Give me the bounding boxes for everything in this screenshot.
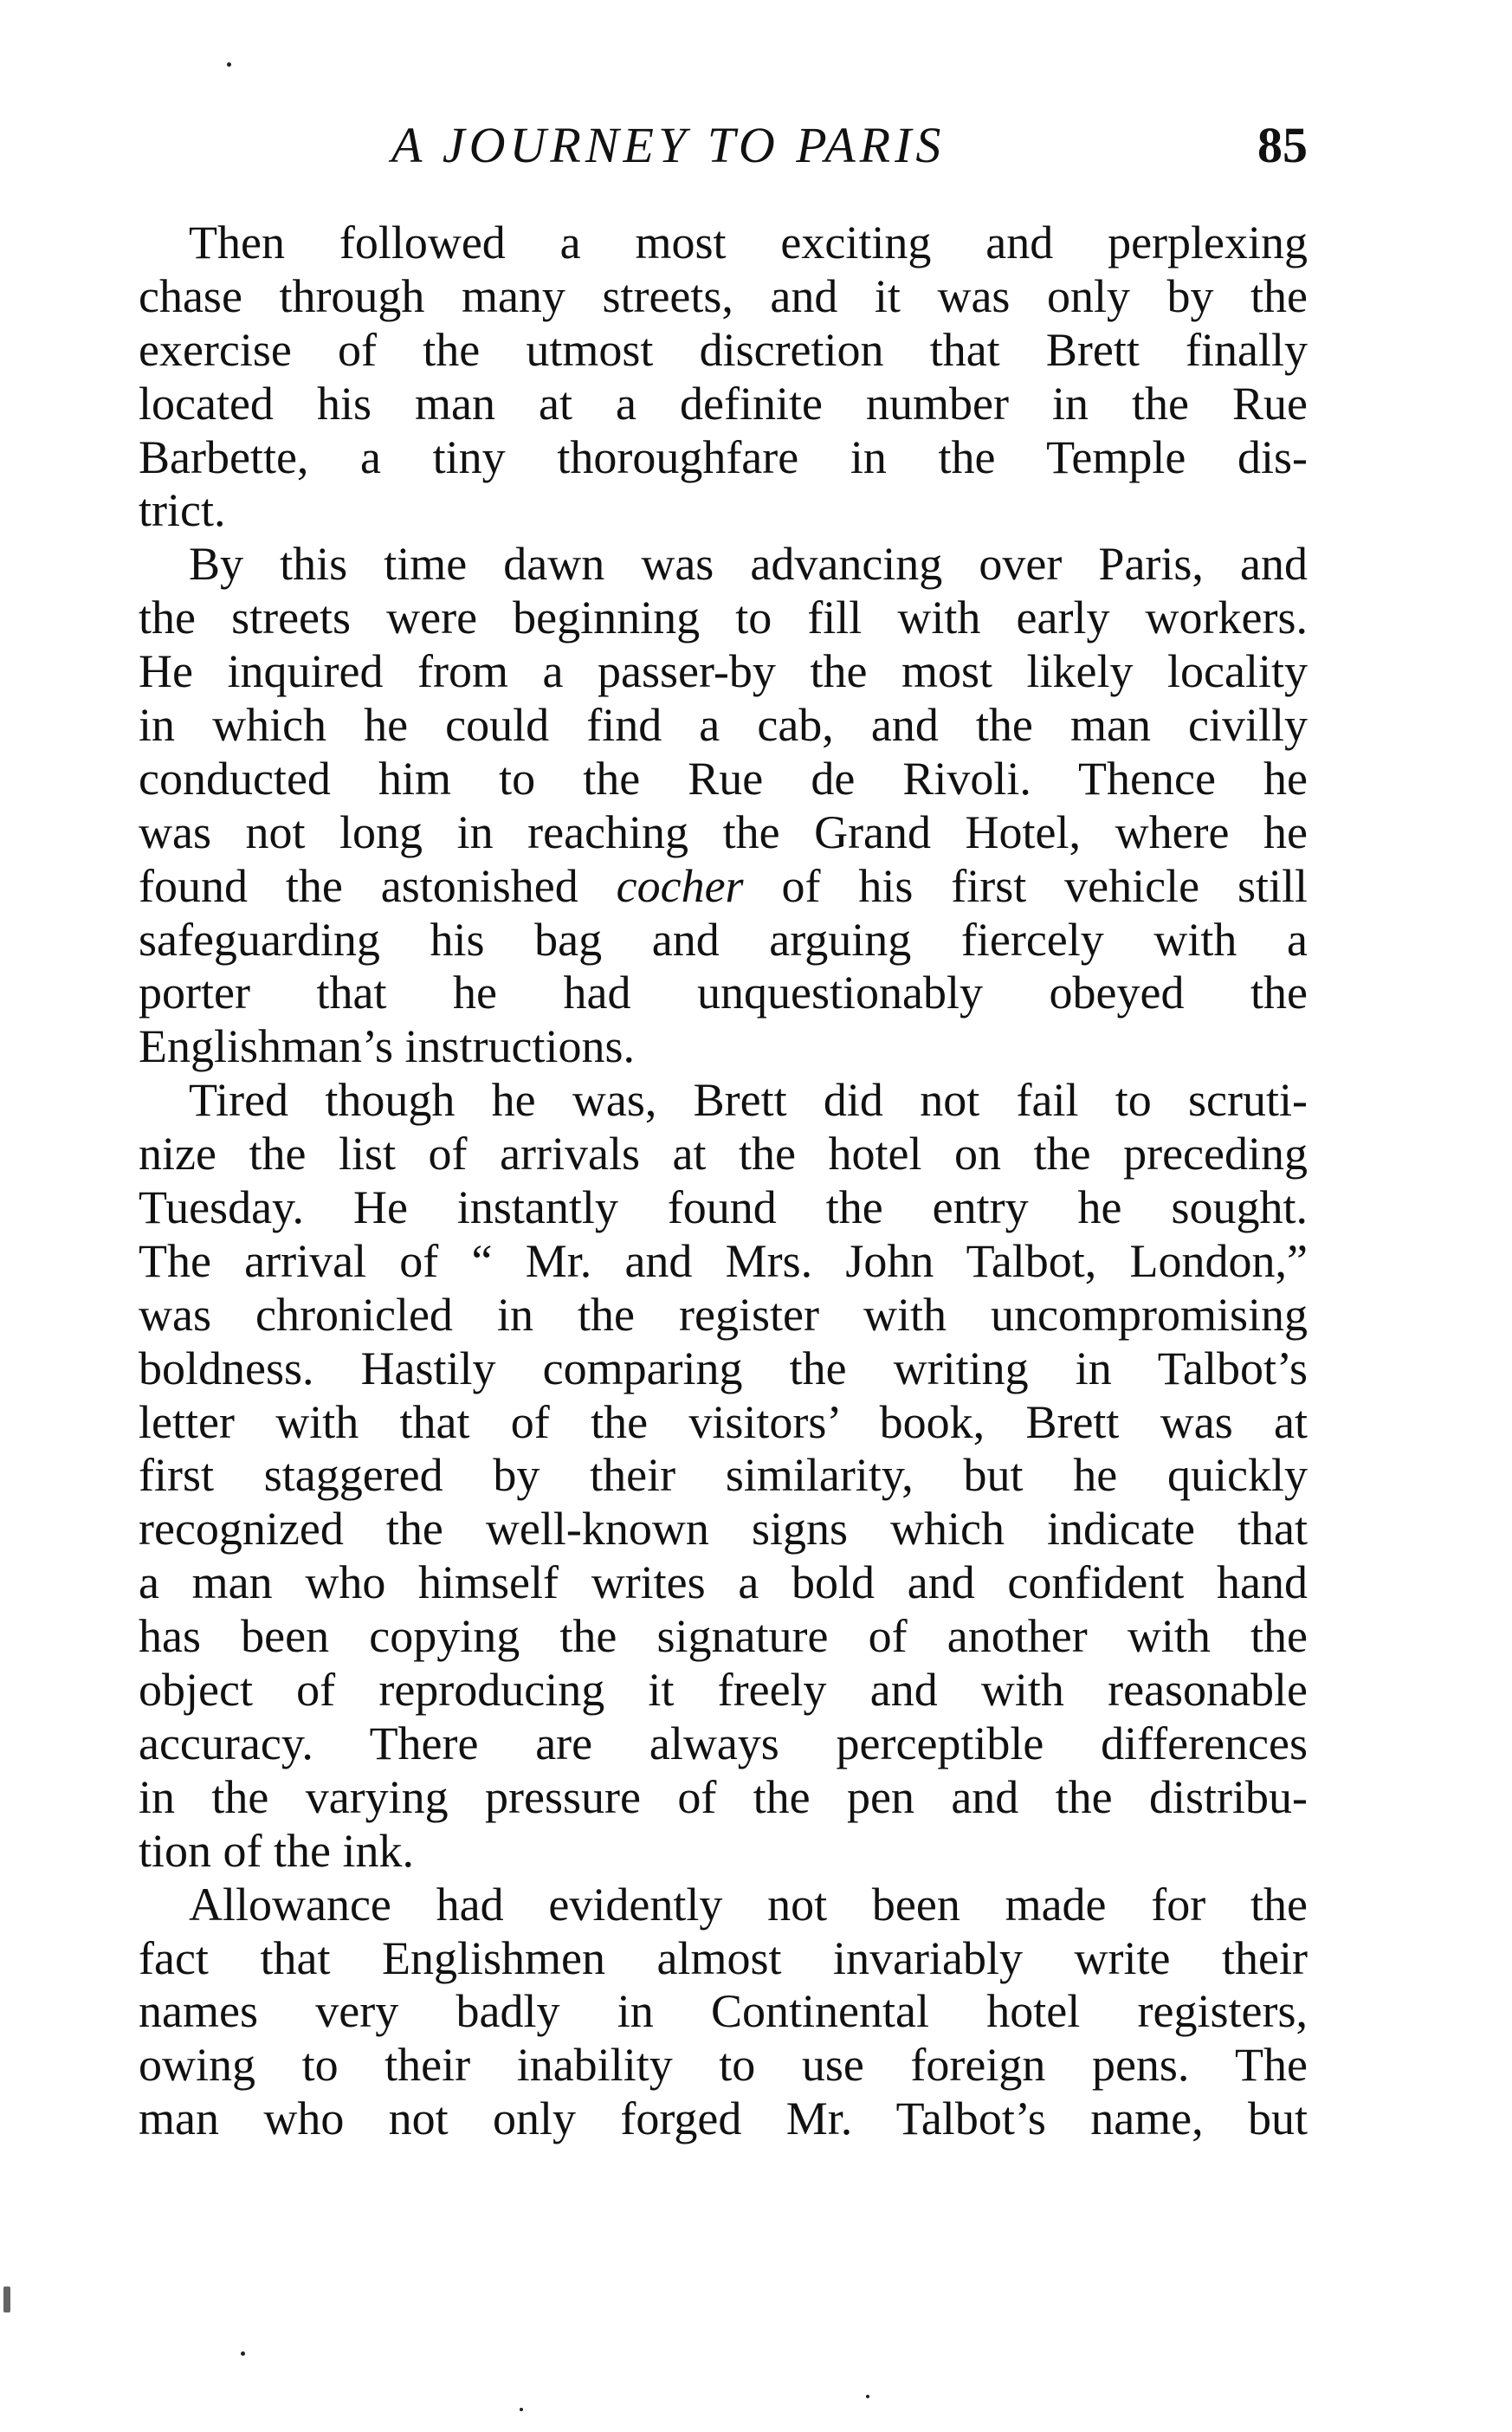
text-line: owing to their inability to use foreign pens. The [139, 2039, 1308, 2092]
text-line: located his man at a definite number in the Rue [139, 377, 1308, 430]
text-line: trict. [139, 484, 226, 537]
text-line: fact that Englishmen almost invariably write their [139, 1931, 1308, 1984]
text-line: Englishman’s instructions. [139, 1020, 635, 1073]
page-header [139, 111, 1308, 180]
text-line: nize the list of arrivals at the hotel on the preceding [139, 1128, 1308, 1180]
text-line: recognized the well-known signs which indicate that [139, 1503, 1308, 1556]
text-line: conducted him to the Rue de Rivoli. Thence he [139, 752, 1308, 805]
text-line [139, 860, 1308, 914]
text-line: was not long in reaching the Grand Hotel, where he [139, 805, 1308, 858]
text-line: Allowance had evidently not been made for the [189, 1878, 1308, 1931]
text-line: boldness. Hastily comparing the writing in Talbot’s [139, 1342, 1308, 1394]
text-line: first staggered by their similarity, but he quickly [139, 1449, 1308, 1502]
scan-speck [227, 62, 231, 67]
text-line: names very badly in Continental hotel registers, [139, 1985, 1308, 2038]
text-segment: found the astonished [139, 859, 617, 912]
scan-speck [3, 2286, 10, 2312]
body-text [139, 217, 1308, 2146]
text-line: tion of the ink. [139, 1824, 414, 1877]
text-line: a man who himself writes a bold and confident hand [139, 1556, 1308, 1609]
text-line: in which he could find a cab, and the man civilly [139, 699, 1308, 752]
text-line: exercise of the utmost discretion that Brett finally [139, 323, 1308, 376]
text-line: Tuesday. He instantly found the entry he sought. [139, 1181, 1308, 1234]
text-line: letter with that of the visitors’ book, Brett was at [139, 1395, 1308, 1448]
text-line: safeguarding his bag and arguing fiercely with a [139, 913, 1308, 966]
text-line: Tired though he was, Brett did not fail to scruti- [189, 1074, 1308, 1127]
scan-speck [241, 2351, 245, 2356]
text-line: the streets were beginning to fill with early workers. [139, 592, 1308, 644]
text-line: was chronicled in the register with uncompromising [139, 1288, 1308, 1341]
text-line: man who not only forged Mr. Talbot’s name, but [139, 2092, 1308, 2145]
text-line: He inquired from a passer-by the most likely locality [139, 645, 1308, 698]
text-line: object of reproducing it freely and with reasonable [139, 1664, 1308, 1717]
text-line: Then followed a most exciting and perplexing [189, 217, 1308, 268]
running-title: A JOURNEY TO PARIS [391, 117, 946, 173]
text-line: chase through many streets, and it was only by the [139, 269, 1308, 322]
scan-speck [520, 2408, 523, 2411]
text-line: has been copying the signature of another with the [139, 1610, 1308, 1663]
text-line: The arrival of “ Mr. and Mrs. John Talbot, London,” [139, 1234, 1308, 1287]
scan-speck [866, 2395, 869, 2398]
text-line: porter that he had unquestionably obeyed the [139, 967, 1308, 1019]
page-number: 85 [1257, 117, 1308, 173]
text-line: in the varying pressure of the pen and the distribu- [139, 1770, 1308, 1823]
text-line: By this time dawn was advancing over Paris, and [189, 538, 1308, 591]
text-line: accuracy. There are always perceptible differences [139, 1717, 1308, 1769]
text-line: Barbette, a tiny thoroughfare in the Temple dis- [139, 430, 1308, 483]
text-segment: of his first vehicle still [743, 859, 1308, 912]
italic-word: cocher [616, 859, 744, 912]
